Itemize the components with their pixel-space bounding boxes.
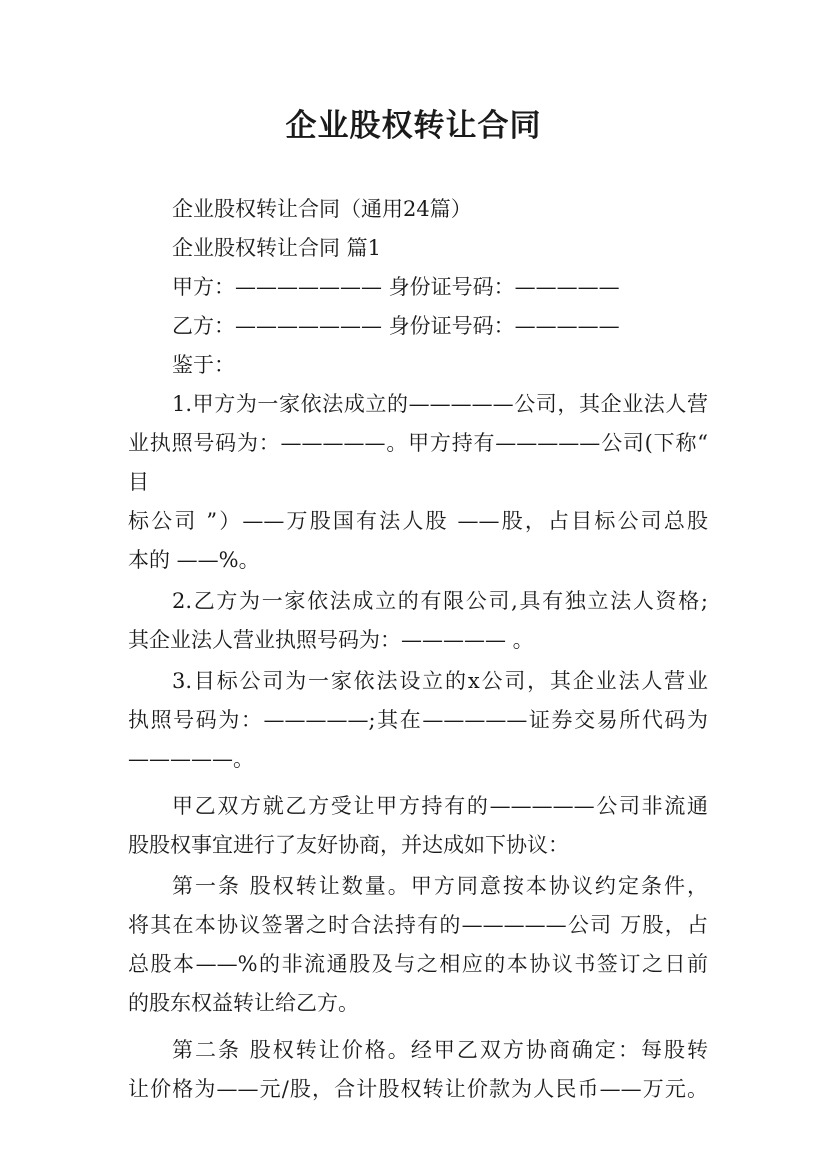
recital-1-line-4: 本的 ——%。 — [128, 548, 260, 572]
recital-1-line-1: 1.甲方为一家依法成立的—————公司，其企业法人营 — [172, 392, 708, 416]
spacer — [128, 779, 708, 787]
party-a-line: 甲方：——————— 身份证号码：————— — [172, 275, 620, 299]
document-body — [128, 190, 708, 1109]
agreement-intro-line-2: 股股权事宜进行了友好协商，并达成如下协议： — [128, 833, 569, 857]
article-2-line-1: 第二条 股权转让价格。经甲乙双方协商确定：每股转 — [172, 1038, 708, 1062]
recital-3-line-3: —————。 — [128, 747, 254, 771]
agreement-intro-line-1: 甲乙双方就乙方受让甲方持有的—————公司非流通 — [172, 794, 708, 818]
article-1-line-4: 的股东权益转让给乙方。 — [128, 991, 359, 1015]
recital-1-line-3: 标公司 ”）——万股国有法人股 ——股，占目标公司总股 — [128, 509, 708, 533]
recital-3-line-1: 3.目标公司为一家依法设立的x公司，其企业法人营业 — [172, 669, 708, 693]
document-title: 企业股权转让合同 — [285, 108, 542, 144]
spacer — [128, 1023, 708, 1031]
party-b-line: 乙方：——————— 身份证号码：————— — [172, 314, 620, 338]
article-1-line-1: 第一条 股权转让数量。甲方同意按本协议约定条件， — [172, 874, 708, 898]
article-2-line-2: 让价格为——元/股，合计股权转让价款为人民币——万元。 — [128, 1077, 708, 1101]
section-heading: 企业股权转让合同 篇1 — [172, 236, 382, 260]
subtitle-line: 企业股权转让合同（通用24篇） — [172, 197, 472, 221]
recital-3-line-2: 执照号码为：—————;其在—————证券交易所代码为 — [128, 708, 708, 732]
recital-2-line-2: 其企业法人营业执照号码为：————— 。 — [128, 628, 534, 652]
article-1-line-3: 总股本——%的非流通股及与之相应的本协议书签订之日前 — [128, 952, 708, 976]
recital-1-line-2: 业执照号码为：—————。甲方持有—————公司(下称“ 目 — [128, 431, 708, 494]
whereas-label: 鉴于： — [172, 353, 235, 377]
recital-2-line-1: 2.乙方为一家依法成立的有限公司,具有独立法人资格; — [172, 589, 708, 613]
article-1-line-2: 将其在本协议签署之时合法持有的—————公司 万股，占 — [128, 913, 708, 937]
